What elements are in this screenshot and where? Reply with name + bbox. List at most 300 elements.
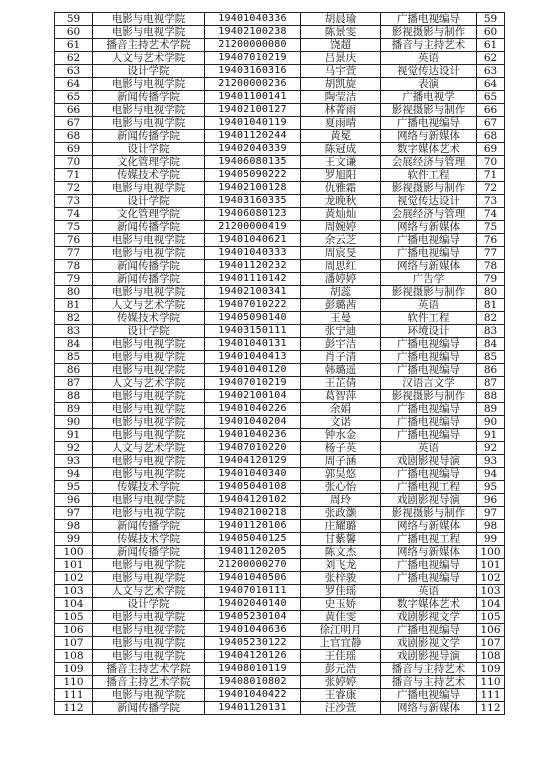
college-cell: 电影与电视学院	[93, 611, 205, 624]
index-cell: 110	[477, 676, 505, 689]
student-name-cell: 彭宇洁	[301, 338, 381, 351]
college-cell: 电影与电视学院	[93, 494, 205, 507]
row-number-cell: 60	[55, 26, 93, 39]
student-name-cell: 胡凯旋	[301, 78, 381, 91]
row-number-cell: 84	[55, 338, 93, 351]
table-row	[55, 143, 505, 156]
student-id-cell: 19401040120	[205, 364, 301, 377]
table-row	[55, 325, 505, 338]
student-name-cell: 陈冠成	[301, 143, 381, 156]
college-cell: 新闻传播学院	[93, 91, 205, 104]
student-id-cell: 19407010219	[205, 52, 301, 65]
student-name-cell: 陈景雯	[301, 26, 381, 39]
college-cell: 新闻传播学院	[93, 702, 205, 715]
row-number-cell: 108	[55, 650, 93, 663]
row-number-cell: 111	[55, 689, 93, 702]
table-row	[55, 182, 505, 195]
index-cell: 86	[477, 364, 505, 377]
major-cell: 广播电视编导	[381, 13, 477, 26]
index-cell: 64	[477, 78, 505, 91]
college-cell: 电影与电视学院	[93, 390, 205, 403]
index-cell: 82	[477, 312, 505, 325]
major-cell: 英语	[381, 442, 477, 455]
student-id-cell: 19404120102	[205, 494, 301, 507]
table-row	[55, 169, 505, 182]
student-id-cell: 19407010222	[205, 299, 301, 312]
row-number-cell: 109	[55, 663, 93, 676]
college-cell: 电影与电视学院	[93, 572, 205, 585]
student-name-cell: 葛智萍	[301, 390, 381, 403]
student-name-cell: 余云芝	[301, 234, 381, 247]
table-row	[55, 546, 505, 559]
student-name-cell: 郭昊悠	[301, 468, 381, 481]
table-row	[55, 13, 505, 26]
major-cell: 影视摄影与制作	[381, 26, 477, 39]
student-id-cell: 19401040131	[205, 338, 301, 351]
college-cell: 电影与电视学院	[93, 364, 205, 377]
student-id-cell: 19401040333	[205, 247, 301, 260]
table-row	[55, 39, 505, 52]
student-name-cell: 仇雅霜	[301, 182, 381, 195]
index-cell: 102	[477, 572, 505, 585]
row-number-cell: 86	[55, 364, 93, 377]
major-cell: 视觉传达设计	[381, 195, 477, 208]
college-cell: 电影与电视学院	[93, 429, 205, 442]
index-cell: 108	[477, 650, 505, 663]
row-number-cell: 89	[55, 403, 93, 416]
student-id-cell: 19405090222	[205, 169, 301, 182]
index-cell: 85	[477, 351, 505, 364]
student-name-cell: 周宸旻	[301, 247, 381, 260]
student-id-cell: 19406080135	[205, 156, 301, 169]
student-name-cell: 龙晚秋	[301, 195, 381, 208]
major-cell: 戏剧影视导演	[381, 455, 477, 468]
major-cell: 环境设计	[381, 325, 477, 338]
student-name-cell: 潘婷婷	[301, 273, 381, 286]
student-id-cell: 19402100127	[205, 104, 301, 117]
student-name-cell: 彭璐茜	[301, 299, 381, 312]
major-cell: 戏剧影视文学	[381, 611, 477, 624]
student-id-cell: 19401120244	[205, 130, 301, 143]
student-id-cell: 19401110142	[205, 273, 301, 286]
college-cell: 电影与电视学院	[93, 416, 205, 429]
table-row	[55, 559, 505, 572]
student-id-cell: 19402040140	[205, 598, 301, 611]
major-cell: 网络与新媒体	[381, 702, 477, 715]
student-list-table	[54, 12, 505, 715]
row-number-cell: 106	[55, 624, 93, 637]
index-cell: 89	[477, 403, 505, 416]
table-row	[55, 611, 505, 624]
student-name-cell: 罗佳瑶	[301, 585, 381, 598]
table-row	[55, 26, 505, 39]
major-cell: 汉语言文学	[381, 377, 477, 390]
index-cell: 109	[477, 663, 505, 676]
table-row	[55, 507, 505, 520]
index-cell: 103	[477, 585, 505, 598]
index-cell: 87	[477, 377, 505, 390]
row-number-cell: 72	[55, 182, 93, 195]
student-name-cell: 夏雨晴	[301, 117, 381, 130]
table-row	[55, 247, 505, 260]
index-cell: 104	[477, 598, 505, 611]
college-cell: 电影与电视学院	[93, 78, 205, 91]
student-name-cell: 陶莹洁	[301, 91, 381, 104]
table-row	[55, 78, 505, 91]
index-cell: 78	[477, 260, 505, 273]
table-row	[55, 156, 505, 169]
student-id-cell: 19401040422	[205, 689, 301, 702]
row-number-cell: 76	[55, 234, 93, 247]
student-id-cell: 21200000419	[205, 221, 301, 234]
student-id-cell: 19402100218	[205, 507, 301, 520]
major-cell: 会展经济与管理	[381, 208, 477, 221]
student-name-cell: 张宁迪	[301, 325, 381, 338]
student-id-cell: 19407010220	[205, 442, 301, 455]
row-number-cell: 101	[55, 559, 93, 572]
major-cell: 影视摄影与制作	[381, 507, 477, 520]
row-number-cell: 104	[55, 598, 93, 611]
row-number-cell: 91	[55, 429, 93, 442]
student-id-cell: 19401040506	[205, 572, 301, 585]
table-row	[55, 442, 505, 455]
row-number-cell: 70	[55, 156, 93, 169]
college-cell: 电影与电视学院	[93, 104, 205, 117]
table-row	[55, 702, 505, 715]
row-number-cell: 103	[55, 585, 93, 598]
row-number-cell: 78	[55, 260, 93, 273]
major-cell: 广播电视工程	[381, 533, 477, 546]
index-cell: 66	[477, 104, 505, 117]
college-cell: 人文与艺术学院	[93, 585, 205, 598]
index-cell: 93	[477, 455, 505, 468]
student-name-cell: 肖子清	[301, 351, 381, 364]
college-cell: 播音主持艺术学院	[93, 663, 205, 676]
major-cell: 数字媒体艺术	[381, 598, 477, 611]
index-cell: 98	[477, 520, 505, 533]
row-number-cell: 82	[55, 312, 93, 325]
table-row	[55, 91, 505, 104]
major-cell: 戏剧影视导演	[381, 494, 477, 507]
row-number-cell: 80	[55, 286, 93, 299]
major-cell: 网络与新媒体	[381, 260, 477, 273]
index-cell: 76	[477, 234, 505, 247]
row-number-cell: 110	[55, 676, 93, 689]
college-cell: 传媒技术学院	[93, 169, 205, 182]
student-name-cell: 饶超	[301, 39, 381, 52]
student-id-cell: 19401040636	[205, 624, 301, 637]
major-cell: 英语	[381, 299, 477, 312]
index-cell: 80	[477, 286, 505, 299]
college-cell: 电影与电视学院	[93, 247, 205, 260]
row-number-cell: 67	[55, 117, 93, 130]
table-row	[55, 585, 505, 598]
student-id-cell: 19403160335	[205, 195, 301, 208]
row-number-cell: 68	[55, 130, 93, 143]
table-row	[55, 494, 505, 507]
student-name-cell: 上官宜静	[301, 637, 381, 650]
major-cell: 网络与新媒体	[381, 221, 477, 234]
college-cell: 文化管理学院	[93, 208, 205, 221]
student-id-cell: 19405090140	[205, 312, 301, 325]
table-row	[55, 195, 505, 208]
index-cell: 112	[477, 702, 505, 715]
college-cell: 电影与电视学院	[93, 507, 205, 520]
row-number-cell: 112	[55, 702, 93, 715]
major-cell: 广播电视编导	[381, 416, 477, 429]
table-row	[55, 468, 505, 481]
major-cell: 视觉传达设计	[381, 65, 477, 78]
college-cell: 设计学院	[93, 65, 205, 78]
row-number-cell: 66	[55, 104, 93, 117]
student-name-cell: 周玲	[301, 494, 381, 507]
student-name-cell: 余娟	[301, 403, 381, 416]
table-row	[55, 104, 505, 117]
college-cell: 电影与电视学院	[93, 624, 205, 637]
index-cell: 96	[477, 494, 505, 507]
index-cell: 75	[477, 221, 505, 234]
major-cell: 广播电视编导	[381, 234, 477, 247]
student-id-cell: 19403150111	[205, 325, 301, 338]
major-cell: 广播电视编导	[381, 468, 477, 481]
student-name-cell: 罗旭阳	[301, 169, 381, 182]
index-cell: 88	[477, 390, 505, 403]
college-cell: 电影与电视学院	[93, 13, 205, 26]
college-cell: 设计学院	[93, 195, 205, 208]
table-row	[55, 663, 505, 676]
row-number-cell: 61	[55, 39, 93, 52]
row-number-cell: 73	[55, 195, 93, 208]
index-cell: 95	[477, 481, 505, 494]
student-name-cell: 刘飞龙	[301, 559, 381, 572]
student-name-cell: 杨子英	[301, 442, 381, 455]
index-cell: 63	[477, 65, 505, 78]
student-id-cell: 19408010802	[205, 676, 301, 689]
major-cell: 广播电视编导	[381, 689, 477, 702]
table-row	[55, 520, 505, 533]
college-cell: 设计学院	[93, 598, 205, 611]
student-id-cell: 21200000236	[205, 78, 301, 91]
student-id-cell: 19401040119	[205, 117, 301, 130]
major-cell: 广播电视编导	[381, 351, 477, 364]
student-id-cell: 19402100238	[205, 26, 301, 39]
major-cell: 软件工程	[381, 312, 477, 325]
table-row	[55, 598, 505, 611]
student-id-cell: 19404120129	[205, 455, 301, 468]
index-cell: 77	[477, 247, 505, 260]
major-cell: 影视摄影与制作	[381, 104, 477, 117]
student-name-cell: 韩璐遥	[301, 364, 381, 377]
row-number-cell: 105	[55, 611, 93, 624]
table-row	[55, 416, 505, 429]
row-number-cell: 92	[55, 442, 93, 455]
index-cell: 69	[477, 143, 505, 156]
major-cell: 影视摄影与制作	[381, 286, 477, 299]
college-cell: 电影与电视学院	[93, 182, 205, 195]
index-cell: 73	[477, 195, 505, 208]
college-cell: 新闻传播学院	[93, 130, 205, 143]
row-number-cell: 77	[55, 247, 93, 260]
index-cell: 68	[477, 130, 505, 143]
student-name-cell: 张心怡	[301, 481, 381, 494]
student-name-cell: 张婷婷	[301, 676, 381, 689]
table-row	[55, 65, 505, 78]
table-body	[55, 13, 505, 715]
index-cell: 84	[477, 338, 505, 351]
index-cell: 101	[477, 559, 505, 572]
major-cell: 广播电视学	[381, 91, 477, 104]
major-cell: 软件工程	[381, 169, 477, 182]
major-cell: 播音与主持艺术	[381, 663, 477, 676]
student-id-cell: 19405040125	[205, 533, 301, 546]
college-cell: 传媒技术学院	[93, 312, 205, 325]
index-cell: 92	[477, 442, 505, 455]
index-cell: 79	[477, 273, 505, 286]
table-row	[55, 637, 505, 650]
student-id-cell: 19408010119	[205, 663, 301, 676]
row-number-cell: 100	[55, 546, 93, 559]
college-cell: 新闻传播学院	[93, 221, 205, 234]
student-id-cell: 19401120131	[205, 702, 301, 715]
student-id-cell: 19401040336	[205, 13, 301, 26]
college-cell: 新闻传播学院	[93, 260, 205, 273]
student-name-cell: 黄灿灿	[301, 208, 381, 221]
row-number-cell: 59	[55, 13, 93, 26]
student-name-cell: 周思红	[301, 260, 381, 273]
index-cell: 83	[477, 325, 505, 338]
major-cell: 网络与新媒体	[381, 546, 477, 559]
major-cell: 广告学	[381, 273, 477, 286]
table-row	[55, 689, 505, 702]
index-cell: 72	[477, 182, 505, 195]
row-number-cell: 74	[55, 208, 93, 221]
table-row	[55, 351, 505, 364]
index-cell: 67	[477, 117, 505, 130]
college-cell: 电影与电视学院	[93, 338, 205, 351]
college-cell: 人文与艺术学院	[93, 442, 205, 455]
table-row	[55, 208, 505, 221]
row-number-cell: 83	[55, 325, 93, 338]
student-id-cell: 19407010111	[205, 585, 301, 598]
major-cell: 数字媒体艺术	[381, 143, 477, 156]
row-number-cell: 96	[55, 494, 93, 507]
row-number-cell: 87	[55, 377, 93, 390]
student-id-cell: 19406080123	[205, 208, 301, 221]
college-cell: 电影与电视学院	[93, 26, 205, 39]
row-number-cell: 88	[55, 390, 93, 403]
college-cell: 电影与电视学院	[93, 637, 205, 650]
row-number-cell: 63	[55, 65, 93, 78]
table-row	[55, 572, 505, 585]
row-number-cell: 69	[55, 143, 93, 156]
major-cell: 广播电视编导	[381, 559, 477, 572]
student-name-cell: 王芷倩	[301, 377, 381, 390]
college-cell: 电影与电视学院	[93, 455, 205, 468]
table-row	[55, 455, 505, 468]
student-name-cell: 庄耀璐	[301, 520, 381, 533]
index-cell: 62	[477, 52, 505, 65]
college-cell: 传媒技术学院	[93, 533, 205, 546]
student-id-cell: 21200000080	[205, 39, 301, 52]
major-cell: 英语	[381, 52, 477, 65]
major-cell: 戏剧影视导演	[381, 650, 477, 663]
major-cell: 表演	[381, 78, 477, 91]
student-name-cell: 张政灏	[301, 507, 381, 520]
college-cell: 电影与电视学院	[93, 468, 205, 481]
student-name-cell: 甘紫馨	[301, 533, 381, 546]
index-cell: 74	[477, 208, 505, 221]
table-row	[55, 650, 505, 663]
table-row	[55, 234, 505, 247]
student-id-cell: 19401120205	[205, 546, 301, 559]
table-row	[55, 273, 505, 286]
table-row	[55, 390, 505, 403]
table-row	[55, 676, 505, 689]
student-name-cell: 钟水金	[301, 429, 381, 442]
index-cell: 106	[477, 624, 505, 637]
row-number-cell: 99	[55, 533, 93, 546]
index-cell: 94	[477, 468, 505, 481]
row-number-cell: 62	[55, 52, 93, 65]
student-name-cell: 陈文杰	[301, 546, 381, 559]
student-id-cell: 19401100141	[205, 91, 301, 104]
table-row	[55, 364, 505, 377]
row-number-cell: 85	[55, 351, 93, 364]
student-id-cell: 19405230104	[205, 611, 301, 624]
student-id-cell: 19401040340	[205, 468, 301, 481]
major-cell: 广播电视编导	[381, 403, 477, 416]
student-name-cell: 林菁雨	[301, 104, 381, 117]
major-cell: 英语	[381, 585, 477, 598]
student-name-cell: 胡蕊	[301, 286, 381, 299]
student-name-cell: 黄佳雯	[301, 611, 381, 624]
row-number-cell: 93	[55, 455, 93, 468]
major-cell: 广播电视编导	[381, 247, 477, 260]
student-id-cell: 19401040621	[205, 234, 301, 247]
college-cell: 设计学院	[93, 143, 205, 156]
major-cell: 会展经济与管理	[381, 156, 477, 169]
student-name-cell: 彭元浩	[301, 663, 381, 676]
row-number-cell: 97	[55, 507, 93, 520]
student-id-cell: 19405040108	[205, 481, 301, 494]
student-name-cell: 汪沙萱	[301, 702, 381, 715]
student-id-cell: 19401040236	[205, 429, 301, 442]
college-cell: 播音主持艺术学院	[93, 676, 205, 689]
student-id-cell: 19402100104	[205, 390, 301, 403]
table-row	[55, 403, 505, 416]
student-id-cell: 19402100128	[205, 182, 301, 195]
student-name-cell: 王睿康	[301, 689, 381, 702]
table-row	[55, 429, 505, 442]
major-cell: 广播电视编导	[381, 364, 477, 377]
student-name-cell: 王曼	[301, 312, 381, 325]
table-row	[55, 260, 505, 273]
major-cell: 播音与主持艺术	[381, 39, 477, 52]
table-row	[55, 117, 505, 130]
row-number-cell: 90	[55, 416, 93, 429]
student-name-cell: 王文谦	[301, 156, 381, 169]
student-id-cell: 19402100341	[205, 286, 301, 299]
student-id-cell: 19401040413	[205, 351, 301, 364]
index-cell: 59	[477, 13, 505, 26]
student-name-cell: 黄冕	[301, 130, 381, 143]
row-number-cell: 107	[55, 637, 93, 650]
index-cell: 107	[477, 637, 505, 650]
college-cell: 电影与电视学院	[93, 286, 205, 299]
table-row	[55, 377, 505, 390]
student-id-cell: 19401120232	[205, 260, 301, 273]
student-id-cell: 19401040226	[205, 403, 301, 416]
